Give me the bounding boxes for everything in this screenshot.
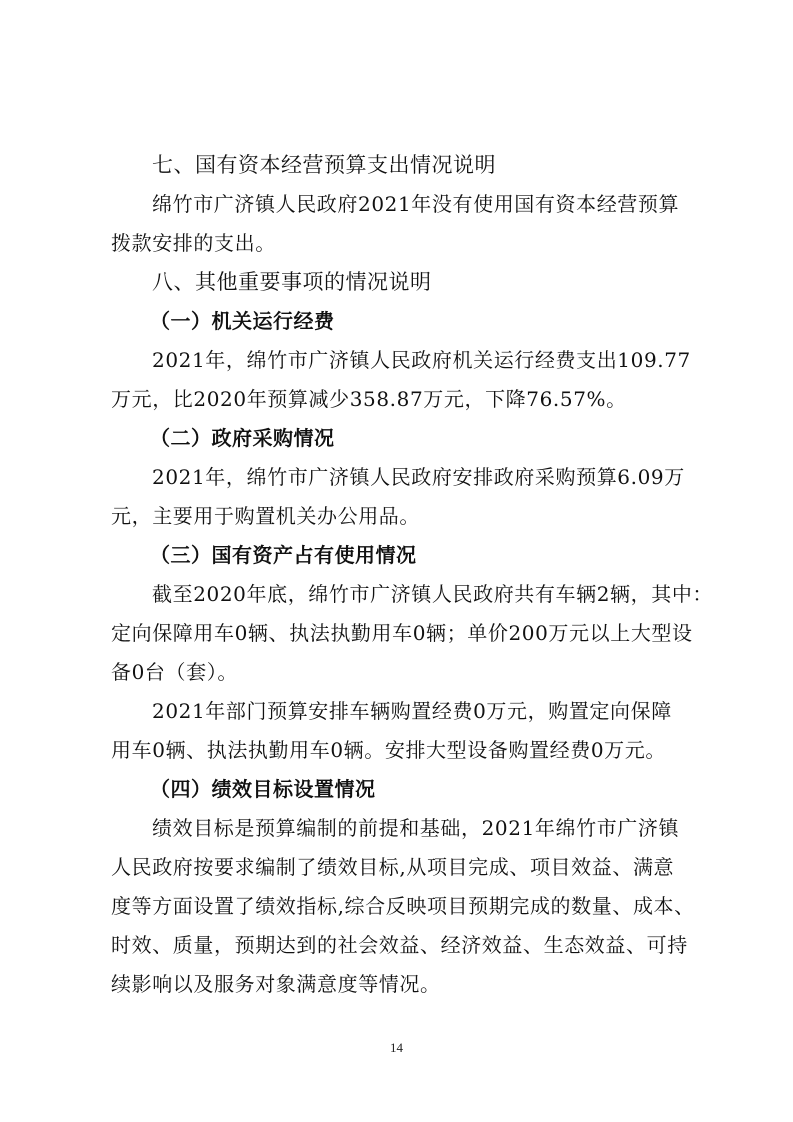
section-7-paragraph-line: 绵竹市广济镇人民政府2021年没有使用国有资本经营预算 [152,192,680,216]
subsection-4-heading: （四）绩效目标设置情况 [150,777,376,801]
section-7-paragraph-line: 拨款安排的支出。 [111,231,276,255]
subsection-1-heading: （一）机关运行经费 [150,309,335,333]
page-number: 14 [390,1040,403,1055]
subsection-2-paragraph-line: 2021年，绵竹市广济镇人民政府安排政府采购预算6.09万 [152,465,685,489]
subsection-4-paragraph-line: 绩效目标是预算编制的前提和基础，2021年绵竹市广济镇 [152,816,680,840]
subsection-3-paragraph-line: 2021年部门预算安排车辆购置经费0万元，购置定向保障 [152,699,672,723]
subsection-2-heading: （二）政府采购情况 [150,426,335,450]
subsection-4-paragraph-line: 时效、质量，预期达到的社会效益、经济效益、生态效益、可持 [111,933,688,957]
subsection-3-paragraph-line: 用车0辆、执法执勤用车0辆。安排大型设备购置经费0万元。 [111,738,666,762]
section-8-heading: 八、其他重要事项的情况说明 [152,270,432,294]
subsection-4-paragraph-line: 人民政府按要求编制了绩效目标,从项目完成、项目效益、满意 [111,855,675,879]
section-7-heading: 七、国有资本经营预算支出情况说明 [152,153,496,177]
subsection-4-paragraph-line: 度等方面设置了绩效指标,综合反映项目预期完成的数量、成本、 [111,894,695,918]
subsection-4-paragraph-line: 续影响以及服务对象满意度等情况。 [111,972,441,996]
subsection-3-heading: （三）国有资产占有使用情况 [150,543,417,567]
subsection-2-paragraph-line: 元，主要用于购置机关办公用品。 [111,504,420,528]
subsection-3-paragraph-line: 备0台（套）。 [111,660,238,684]
subsection-1-paragraph-line: 2021年，绵竹市广济镇人民政府机关运行经费支出109.77 [152,348,691,372]
subsection-1-paragraph-line: 万元，比2020年预算减少358.87万元，下降76.57%。 [111,387,627,411]
subsection-3-paragraph-line: 定向保障用车0辆、执法执勤用车0辆；单价200万元以上大型设 [111,621,693,645]
subsection-3-paragraph-line: 截至2020年底，绵竹市广济镇人民政府共有车辆2辆，其中： [152,582,714,606]
